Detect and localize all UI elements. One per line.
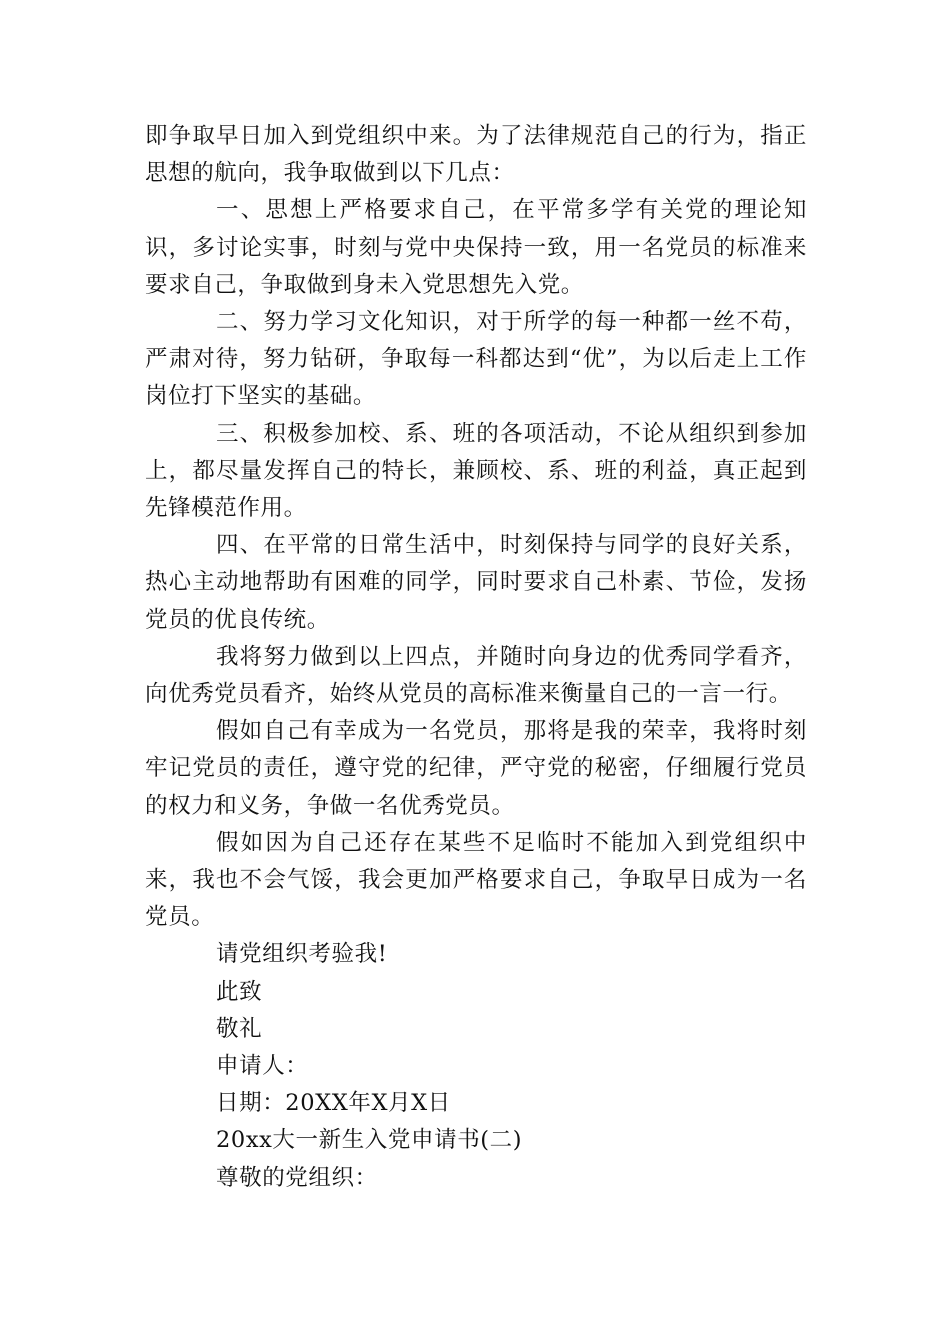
paragraph-commitment: 我将努力做到以上四点，并随时向身边的优秀同学看齐，向优秀党员看齐，始终从党员的高标准来衡量自己的一言一行。 [145,643,807,708]
paragraph-point-3: 三、积极参加校、系、班的各项活动，不论从组织到参加上，都尽量发挥自己的特长，兼顾校、系、班的利益，真正起到先锋模范作用。 [145,420,807,522]
closing-salutation-2: 敬礼 [216,1015,263,1042]
paragraph-if-not-accepted: 假如因为自己还存在某些不足临时不能加入到党组织中来，我也不会气馁，我会更加严格要求自己，争取早日成为一名党员。 [145,829,807,931]
applicant-label: 申请人： [216,1053,309,1080]
paragraph-if-accepted: 假如自己有幸成为一名党员，那将是我的荣幸，我将时刻牢记党员的责任，遵守党的纪律，严守党的秘密，仔细履行党员的权力和义务，争做一名优秀党员。 [145,718,807,819]
greeting: 尊敬的党组织： [216,1164,378,1191]
date-line: 日期：20XX年X月X日 [216,1090,451,1117]
paragraph-intro: 即争取早日加入到党组织中来。为了法律规范自己的行为，指正思想的航向，我争取做到以下几点： [145,123,807,187]
paragraph-point-2: 二、努力学习文化知识，对于所学的每一种都一丝不苟，严肃对待，努力钻研，争取每一科都达到“优”，为以后走上工作岗位打下坚实的基础。 [145,309,807,410]
section-title: 20xx大一新生入党申请书(二) [216,1127,523,1154]
document-page [145,118,807,1197]
paragraph-point-1: 一、思想上严格要求自己，在平常多学有关党的理论知识，多讨论实事，时刻与党中央保持一致，用一名党员的标准来要求自己，争取做到身未入党思想先入党。 [145,197,807,298]
closing-salutation-1: 此致 [216,978,263,1005]
closing-plea: 请党组织考验我! [216,941,388,968]
paragraph-point-4: 四、在平常的日常生活中，时刻保持与同学的良好关系，热心主动地帮助有困难的同学，同时要求自己朴素、节俭，发扬党员的优良传统。 [145,532,807,633]
